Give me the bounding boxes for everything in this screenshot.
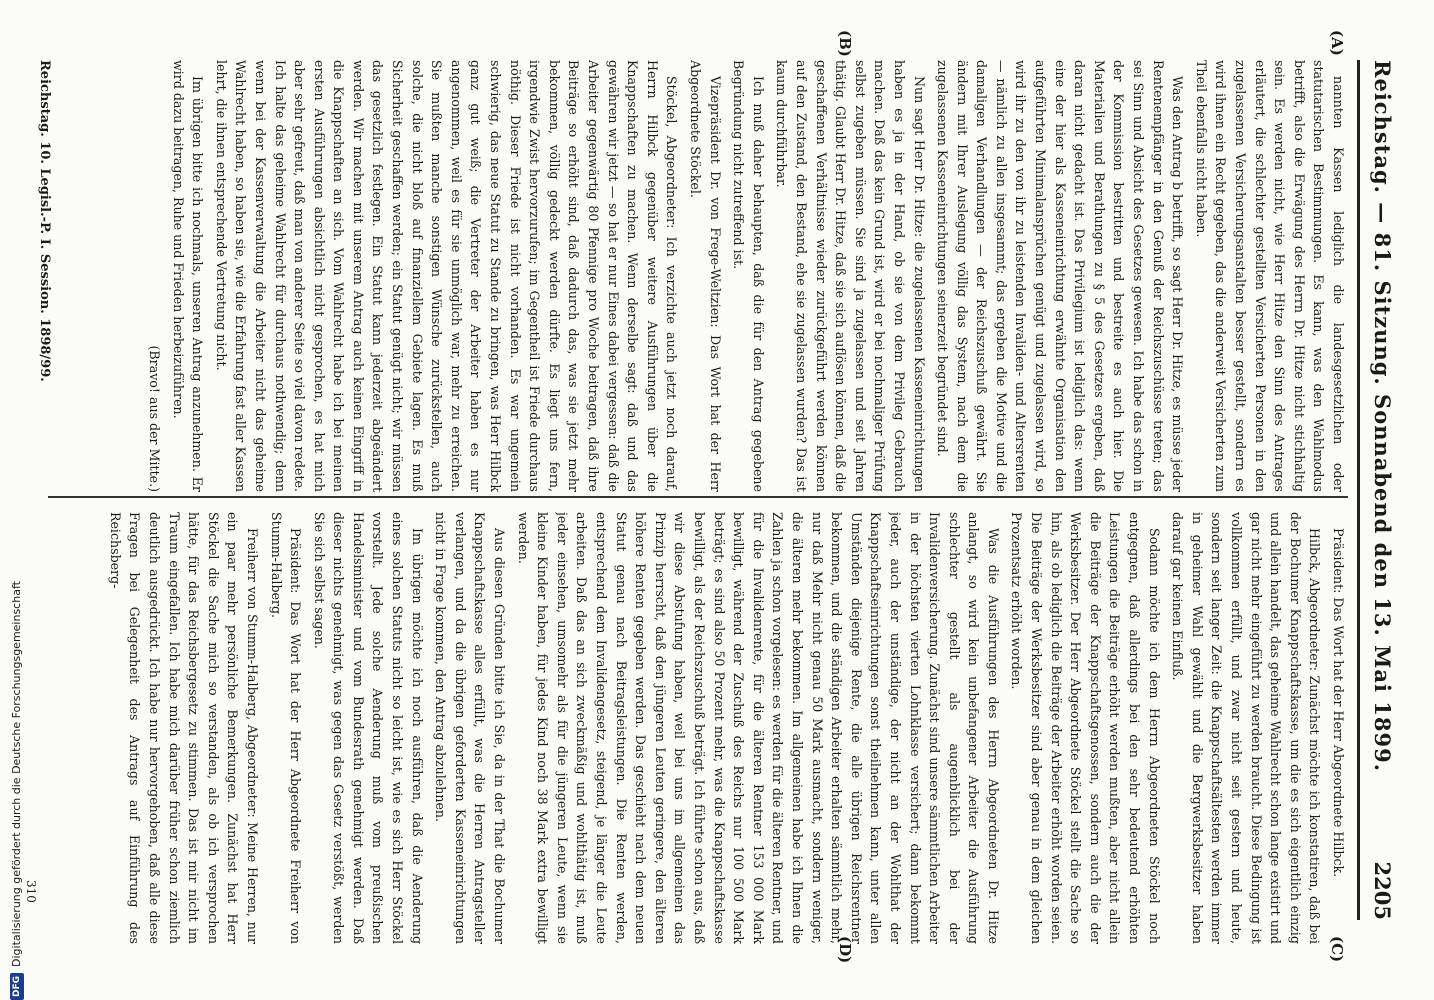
margin-marker-a: (A): [1328, 30, 1346, 56]
header-title: Reichstag. — 81. Sitzung. Sonnabend den 13. Mai 1899.: [1370, 60, 1396, 773]
digitization-credit: [0, 0, 34, 1000]
paragraph: Hilbck, Abgeordneter: Zunächst möchte ich konstatiren, daß bei der Bochumer Knappschaftskasse, um die es sich eigentlich einzig und allein handelt, das geheime Wahlrecht schon lange existirt und gar nicht mehr eingeführt zu werden braucht. Diese Bedingung ist vollkommen erfüllt, und zwar nicht seit gestern und heute, sondern seit langer Zeit: die Knappschaftsältesten werden immer in geheimer Wahl gewählt und die Bergwerksbesitzer haben darauf gar keinen Einfluß.: [1170, 512, 1323, 944]
paragraph: Ich muß daher behaupten, daß die für den Antrag gegebene Begründung nicht zutreffend ist.: [731, 60, 766, 492]
paragraph: Im übrigen möchte ich noch ausführen, daß die Aenderung eines solchen Statuts nicht so leicht ist, wie es sich Herr Stöckel vorstellt. Jede solche Aenderung muß vom preußischen Handelsminister und vom Bundesrath genehmigt werden. Daß dieser nichts genehmigt, was gegen das Gesetz verstößt, werden Sie sich selbst sagen.: [311, 512, 425, 944]
page-reference: 310: [24, 880, 38, 903]
paragraph: (Bravo! aus der Mitte.): [146, 345, 162, 492]
margin-marker-c: (C): [1328, 936, 1346, 963]
paragraph: Was den Antrag b betrifft, so sagt Herr Dr. Hitze, es müsse jeder Rentenempfänger in den Genuß der Reichszuschüsse treten; das sei Sinn und Absicht des Gesetzes gewesen. Ich habe das schon in der Kommission bestritten und bestreite es auch hier. Die Materialien und Berathungen zu § 5 des Gesetzes ergeben, daß daran nicht gedacht ist. Das Privilegium ist lediglich das: wenn eine der hier als Kasseneinrichtung erwähnte Organisation den aufgeführten Minimalansprüchen genügt und zugelassen wird, so wird ihr zu den von ihr zu leistenden Invaliden- und Altersrenten — nämlich zu allen insgesammt; das ergeben die Motive und die damaligen Verhandlungen — der Reichszuschuß gewährt. Sie ändern mit Ihrer Auslegung völlig das System, nach dem die zugelassenen Kasseneinrichtungen seinerzeit begründet sind.: [935, 60, 1186, 492]
paragraph: Im übrigen bitte ich nochmals, unseren Antrag anzunehmen. Er wird dazu beitragen, Ruhe und Frieden herbeizuführen.: [170, 60, 206, 492]
left-column: [58, 60, 1348, 492]
paragraph: Präsident: Das Wort hat der Herr Abgeordnete Hilbck.: [1331, 528, 1346, 878]
paragraph: Sodann möchte ich dem Herrn Abgeordneten Stöckel noch entgegnen, daß allerdings bei den sehr bedeutend erhöhten Leistungen die Beiträge erhöht werden mußten, aber nicht allein die Beiträge der Knappschaftsgenossen, sondern auch die der Werksbesitzer. Der Herr Abgeordnete Stöckel stellt die Sache so hin, als ob lediglich die Beiträge der Arbeiter erhöht worden seien. Die Beiträge der Werksbesitzer sind aber genau in dem gleichen Prozentsatz erhöht worden.: [1009, 512, 1162, 944]
page-footer: Reichstag. 10. Legisl.-P. I. Session. 1898/99.: [37, 60, 52, 382]
paragraph: Stöckel, Abgeordneter: Ich verzichte auch jetzt noch darauf, Herrn Hilbck gegenüber weitere Ausführungen über die Knappschaften zu machen. Wenn derselbe sagt: daß und das gewähren wir jetzt — so hat er nur Eines dabei vergessen: daß die Arbeiter gegenwärtig 80 Pfennige pro Woche beitragen, daß ihre Beiträge so erhöht sind, daß dadurch das, was sie jetzt mehr bekommen, völlig gedeckt werden dürfte. Es liegt uns fern, irgendwie Zwist hervorzurufen; im Gegentheil ist Friede durchaus nöthig. Dieser Friede ist nicht vorhanden. Es war ungemein schwierig, das neue Statut zu Stande zu bringen, was Herr Hilbck ganz gut weiß; die Vertreter der Arbeiter haben es nur angenommen, weil es für sie unmöglich war, mehr zu erreichen. Sie mußten manche sonstigen Wünsche zurückstellen, auch solche, die nicht bloß auf finanziellem Gebiete lagen. Es muß Sicherheit geschaffen werden; ein Statut genügt nicht; wir müssen das gesetzlich festlegen. Ein Statut kann jederzeit abgeändert werden. Wir machen mit unserem Antrag auch keinen Eingriff in die Knappschaften an sich. Vom Wahlrecht habe ich bei meinen ersten Ausführungen absichtlich nicht gesprochen, es hat mich aber sehr gefreut, daß man von anderer Seite so viel davon redete. Ich halte das geheime Wahlrecht für durchaus nothwendig; denn wenn bei der Kassenverwaltung die Arbeiter nicht das geheime Wahlrecht haben, so haben sie, wie die Erfahrung fast aller Kassen lehrt, die ihnen entsprechende Vertretung nicht.: [213, 60, 680, 492]
margin-marker-d: (D): [836, 936, 854, 964]
margin-marker-b: (B): [836, 30, 854, 57]
paragraph: Präsident: Das Wort hat der Herr Abgeordnete Freiherr von Stumm-Halberg.: [268, 512, 304, 944]
page-header: [1366, 60, 1400, 920]
paragraph: Freiherr von Stumm-Halberg, Abgeordneter: Meine Herren, nur ein paar mehr persönliche Bemerkungen. Zunächst hat Herr Stöckel die Sache mich so verstanden, als ob ich versprochen hätte, für das Reichsbergesetz zu stimmen. Das ist mir nicht im Traum eingefallen. Ich habe mich darüber früher schon ziemlich deutlich ausgedrückt. Ich habe nur hervorgehoben, daß alle diese Fragen bei Gelegenheit des Antrags auf Einführung des Reichsberg-: [107, 512, 260, 944]
paragraph: Was die Ausführungen des Herrn Abgeordneten Dr. Hitze anlangt, so wird kein unbefangener Arbeiter die Ausführung schlechter gestellt als augenblicklich bei der Invalidenversicherung. Zunächst sind unsere sämmtlichen Arbeiter in der höchsten vierten Lohnklasse versichert; dann bekommt jeder, auch der unständige, der nicht an der Wohlthat der Knappschaftseinrichtungen sonst theilnehmen kann, unter allen Umständen diejenige Rente, die alle übrigen Reichsrentner bekommen, und die ständigen Arbeiter erhalten sämmtlich mehr, nur daß Mehr nicht genau 50 Mark ausmacht, sondern weniger, die älteren mehr bekommen. Im allgemeinen habe ich Ihnen die Zahlen ja schon vorgelesen: es werden für die älteren Rentner, und für die Invalidenrente, für die älteren Rentner 153 000 Mark bewilligt, während der Zuschuß des Reichs nur 100 500 Mark beträgt; es sind also 50 Prozent mehr, was die Knappschaftskasse bewilligt, als der Reichszuschuß beträgt. Ich führte schon aus, daß wir diese Abstufung haben, weil bei uns im allgemeinen das Prinzip herrscht, daß den jüngeren Leuten geringere, den älteren höhere Renten gegeben werden. Das geschieht nach dem neuen Statut genau nach Beitragsleistungen. Die Renten werden, entsprechend dem Invalidengesetz, steigend, je länger die Leute arbeiten. Daß das an sich zweckmäßig und wohlthätig ist, muß jeder einsehen, umsomehr als für die jüngeren Leute, wenn sie kleine Kinder haben, für jedes Kind noch 38 Mark extra bewilligt werden.: [515, 512, 1001, 944]
right-column: [58, 512, 1348, 944]
paragraph: nannten Kassen lediglich die landesgesetzlichen oder statutarischen Bestimmungen. Es kann, was den Wahlmodus betrifft, also die Erwägung des Herrn Dr. Hitze nicht stichhaltig sein. Es werden nicht, wie Herr Hitze den Sinn des Antrages erläutert, die schlechter gestellten Versicherten Personen in den zugelassenen Versicherungsanstalten besser gestellt, sondern es wird ihnen ein Recht gegeben, das die anderweit Versicherten zum Theil ebenfalls nicht haben.: [1193, 60, 1346, 492]
column-divider: [48, 496, 1348, 498]
header-rule: [1357, 60, 1360, 920]
header-page-number: 2205: [1370, 861, 1396, 920]
paragraph: Aus diesen Gründen bitte ich Sie, da in der That die Bochumer Knappschaftskasse alles erfüllt, was die Herren Antragsteller verlangen, und da die übrigen geforderten Kasseneinrichtungen nicht in Frage kommen, den Antrag abzulehnen.: [433, 512, 508, 944]
dfg-logo: DFG: [10, 973, 24, 1000]
paragraph: Nun sagt Herr Dr. Hitze: die zugelassenen Kasseneinrichtungen haben es ja in der Hand, ob sie von dem Privileg Gebrauch machen. Daß das kein Grund ist, wird er bei nochmaliger Prüfung selbst zugeben müssen. Sie sind ja zugelassen und seit Jahren thätig. Glaubt Herr Dr. Hitze, daß sie sich auflösen können, daß die geschaffenen Verhältnisse wieder zurückgeführt werden können auf den Zustand, den Bestand, ehe sie zugelassen wurden? Das ist kaum durchführbar.: [774, 60, 927, 492]
credit-text: Digitalisierung gefördert durch die Deutsche Forschungsgemeinschaft: [10, 581, 23, 967]
paragraph: Vizepräsident Dr. von Frege-Weltzien: Das Wort hat der Herr Abgeordnete Stöckel.: [688, 60, 723, 492]
